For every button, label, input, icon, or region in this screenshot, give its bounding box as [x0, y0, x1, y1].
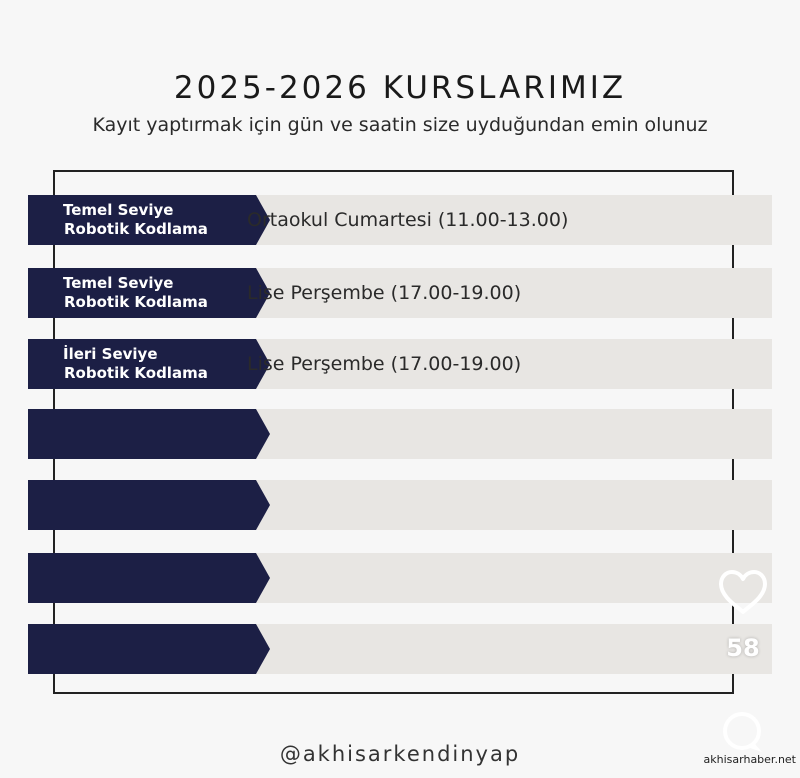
course-level: Temel Seviye: [63, 201, 174, 219]
course-row: [28, 268, 772, 318]
course-row: [28, 195, 772, 245]
page-subtitle: Kayıt yaptırmak için gün ve saatin size uyduğundan emin olunuz: [92, 114, 708, 136]
tag-arrow: [240, 409, 272, 459]
page-title: 2025-2026 KURSLARIMIZ: [173, 70, 627, 106]
course-level: İleri Seviye: [63, 345, 158, 363]
course-tag: [28, 553, 243, 603]
course-tag: [28, 409, 243, 459]
course-name: Robotik Kodlama: [64, 293, 208, 311]
course-schedule: Ortaokul Cumartesi (11.00-13.00): [247, 209, 569, 231]
course-tag: [28, 624, 243, 674]
course-tag: [28, 480, 243, 530]
like-count: 58: [726, 634, 760, 662]
course-schedule: Lise Perşembe (17.00-19.00): [247, 353, 522, 375]
course-level: Temel Seviye: [63, 274, 174, 292]
course-tag: [28, 195, 243, 245]
tag-arrow: [240, 480, 272, 530]
course-name: Robotik Kodlama: [64, 364, 208, 382]
course-schedule: Lise Perşembe (17.00-19.00): [247, 282, 522, 304]
course-name: Robotik Kodlama: [64, 220, 208, 238]
account-handle: @akhisarkendinyap: [279, 742, 521, 766]
course-row-empty: [28, 624, 772, 674]
tag-arrow: [240, 553, 272, 603]
comment-icon[interactable]: [716, 708, 770, 758]
course-row-empty: [28, 553, 772, 603]
heart-icon[interactable]: [716, 568, 770, 618]
course-row-empty: [28, 480, 772, 530]
course-row: [28, 339, 772, 389]
tag-arrow: [240, 624, 272, 674]
course-tag: [28, 339, 243, 389]
course-tag: [28, 268, 243, 318]
course-row-empty: [28, 409, 772, 459]
site-watermark: akhisarhaber.net: [703, 753, 796, 766]
